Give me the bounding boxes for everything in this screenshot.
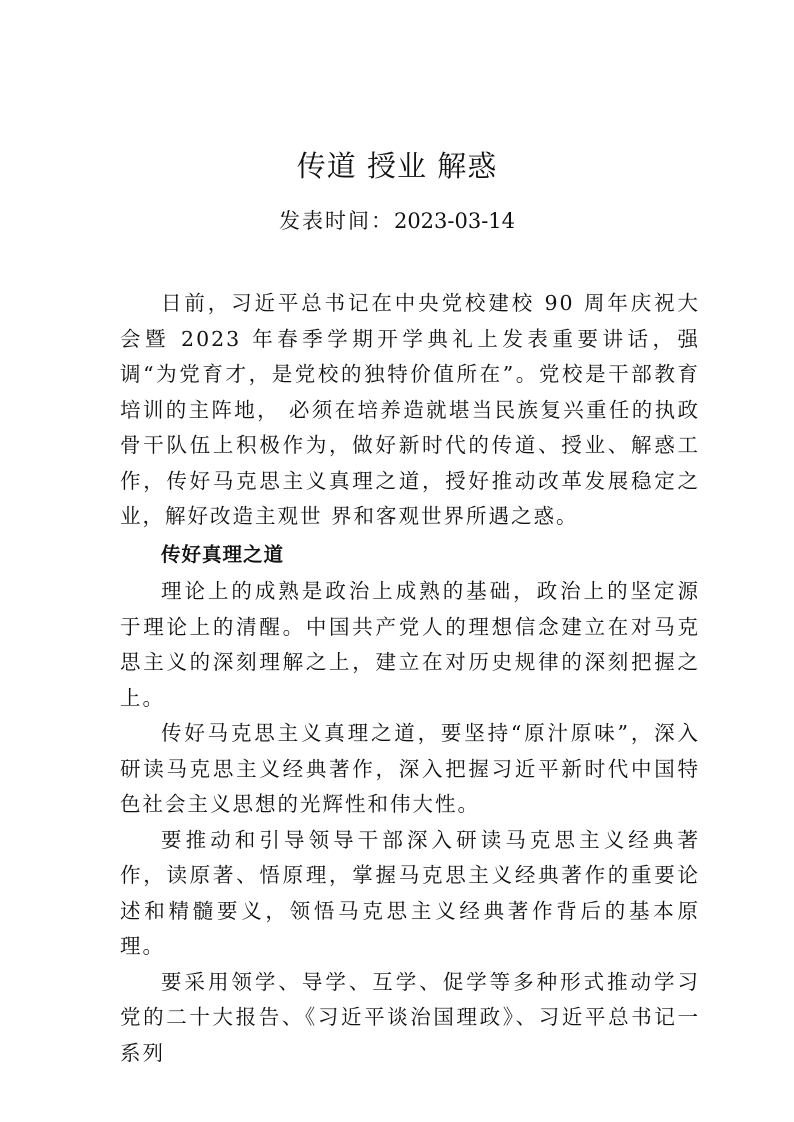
publish-date-value: 2023-03-14 <box>393 209 516 233</box>
article-title: 传道 授业 解惑 <box>296 149 498 183</box>
section-paragraph: 要推动和引导领导干部深入研读马克思主义经典著作，读原著、悟原理，掌握马克思主义经典著作的重要论述和精髓要义，领悟马克思主义经典著作背后的基本原理。 <box>120 827 700 958</box>
section-paragraph: 理论上的成熟是政治上成熟的基础，政治上的坚定源于理论上的清醒。中国共产党人的理想信念建立在对马克思主义的深刻理解之上，建立在对历史规律的深刻把握之上。 <box>120 579 700 710</box>
section-paragraph: 要采用领学、导学、互学、促学等多种形式推动学习党的二十大报告、《习近平谈治国理政》、习近平总书记一系列 <box>120 969 700 1065</box>
publish-date <box>0 206 794 236</box>
intro-paragraph: 日前，习近平总书记在中央党校建校 90 周年庆祝大会暨 2023 年春季学期开学典礼上发表重要讲话，强调“为党育才，是党校的独特价值所在”。党校是干部教育培训的主阵地， 必须在培养造就堪当民族复兴重任的执政骨干队伍上积极作为，做好新时代的传道、授业、解惑工作，传好马克思主义真理之道，授好推动改革发展稳定之业，解好改造主观世 界和客观世界所遇之惑。 <box>120 291 700 528</box>
article-body <box>120 286 700 1071</box>
section-heading: 传好真理之道 <box>161 542 285 566</box>
section-paragraph: 传好马克思主义真理之道，要坚持“原汁原味”，深入研读马克思主义经典著作，深入把握习近平新时代中国特色社会主义思想的光辉性和伟大性。 <box>120 721 700 816</box>
publish-date-label: 发表时间： <box>278 209 394 233</box>
